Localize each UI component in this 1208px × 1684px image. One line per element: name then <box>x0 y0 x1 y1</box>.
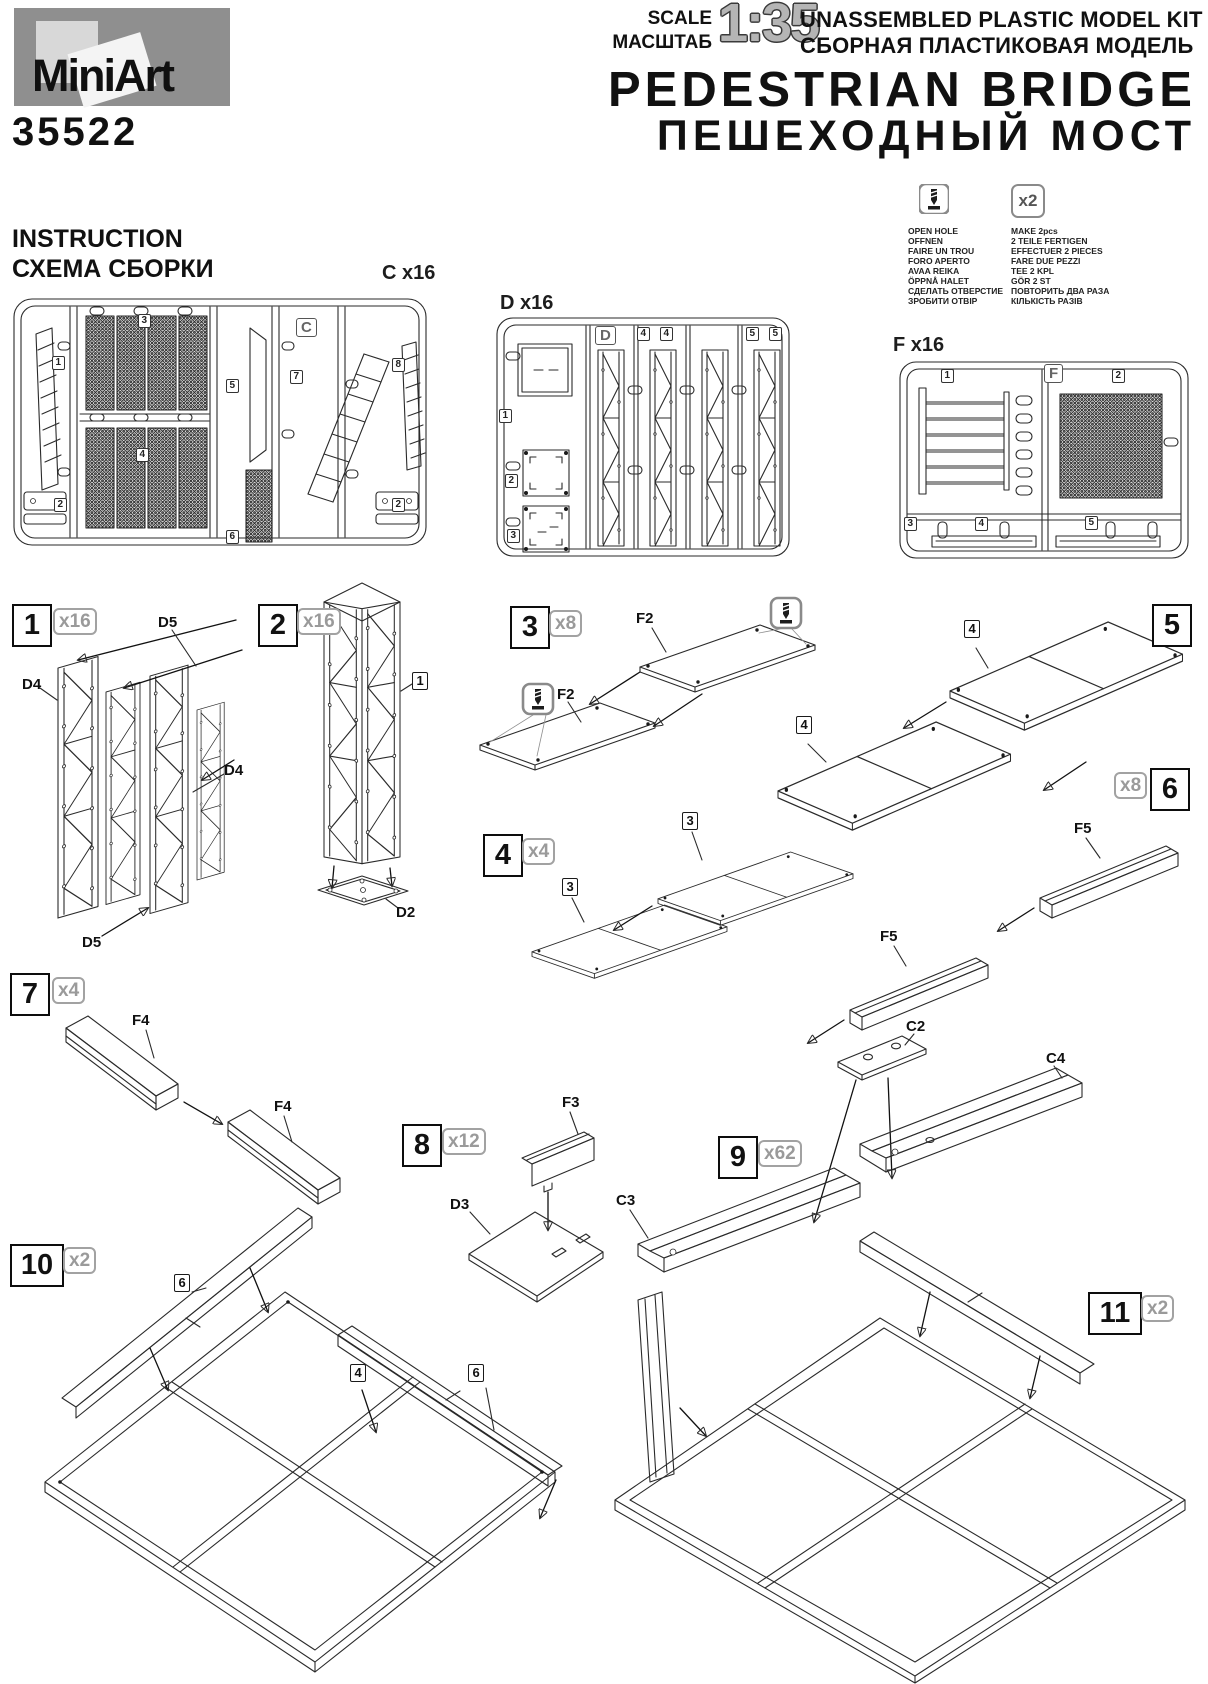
subassembly-tag: 3 <box>682 812 698 830</box>
step-number-text: 8 <box>413 1129 431 1161</box>
sprue-f-letter-tag: F <box>1044 364 1063 383</box>
instruction-heading-ru: СХЕМА СБОРКИ <box>12 255 214 283</box>
step-2-qty: x16 <box>297 608 341 635</box>
x2-icon <box>1011 184 1045 218</box>
sprue-f-part-tag: 5 <box>1085 516 1098 530</box>
subassembly-tag: 3 <box>562 878 578 896</box>
step-11-qty: x2 <box>1141 1295 1174 1322</box>
sprue-d-part-tag: 2 <box>505 474 518 488</box>
step-9-qty: x62 <box>758 1140 802 1167</box>
sprue-c-part-tag: 7 <box>290 370 303 384</box>
sprue-f-part-tag: 3 <box>904 517 917 531</box>
step-number-text: 2 <box>269 609 287 641</box>
sprue-d-drawing <box>497 318 789 556</box>
part-label-d5: D5 <box>82 934 102 951</box>
step-9-drawing <box>630 1034 1082 1272</box>
sprue-c-part-tag: 4 <box>136 448 149 462</box>
legend-line: 2 TEILE FERTIGEN <box>1011 236 1088 246</box>
step-7-qty: x4 <box>52 977 85 1004</box>
step-10-qty: x2 <box>63 1247 96 1274</box>
kit-type-en: UNASSEMBLED PLASTIC MODEL KIT <box>800 7 1203 32</box>
sprue-c-part-tag: 3 <box>138 314 151 328</box>
part-label-d4: D4 <box>22 676 42 693</box>
step-number-text: 3 <box>521 611 539 643</box>
subassembly-tag: 4 <box>350 1364 366 1382</box>
legend-line: СДЕЛАТЬ ОТВЕРСТИЕ <box>908 286 1004 296</box>
subassembly-tag: 6 <box>174 1274 190 1292</box>
legend-line: MAKE 2pcs <box>1011 226 1058 236</box>
sprue-d-part-tag: 3 <box>507 529 520 543</box>
kit-title-en: PEDESTRIAN BRIDGE <box>607 63 1196 117</box>
sprue-c-part-tag: 5 <box>226 379 239 393</box>
step-6-qty: x8 <box>1114 772 1147 799</box>
step-10-drawing <box>45 1208 562 1672</box>
sprue-f-part-tag: 4 <box>975 517 988 531</box>
sprue-c-part-tag: 1 <box>52 356 65 370</box>
scale-label-en: SCALE <box>647 8 712 29</box>
step-4-number <box>483 834 523 877</box>
step-number-text: 9 <box>729 1141 747 1173</box>
step-7-drawing <box>66 1016 340 1204</box>
step-8-number <box>402 1124 442 1167</box>
subassembly-tag: 6 <box>468 1364 484 1382</box>
sprue-c-label: C x16 <box>382 262 436 284</box>
legend-open-hole-text <box>908 226 1003 306</box>
kit-type-ru: СБОРНАЯ ПЛАСТИКОВАЯ МОДЕЛЬ <box>800 33 1194 58</box>
legend-line: OFFNEN <box>908 236 943 246</box>
step-8-drawing <box>469 1112 603 1302</box>
step-2-number <box>258 604 298 647</box>
step-number-text: 5 <box>1163 609 1181 641</box>
instruction-heading-en: INSTRUCTION <box>12 225 183 253</box>
sprue-f-label: F x16 <box>893 334 945 356</box>
step-4-drawing <box>532 832 853 978</box>
legend-line: AVAA REIKA <box>908 266 960 276</box>
legend-line: FAIRE UN TROU <box>908 246 975 256</box>
part-label-f5: F5 <box>1074 820 1092 837</box>
part-label-f4: F4 <box>132 1012 150 1029</box>
legend-line: TEE 2 KPL <box>1011 266 1054 276</box>
instruction-heading <box>12 224 214 284</box>
drill-icon <box>523 684 553 714</box>
step-number-text: 11 <box>1099 1297 1131 1329</box>
legend-line: FORO APERTO <box>908 256 970 266</box>
legend-line: ПОВТОРИТЬ ДВА РАЗА <box>1011 286 1110 296</box>
part-label-d4: D4 <box>224 762 244 779</box>
step-number-text: 7 <box>21 978 39 1010</box>
step-6-number <box>1150 768 1190 811</box>
sprue-d-part-tag: 4 <box>637 327 650 341</box>
legend-line: ЗРОБИТИ ОТВІР <box>908 296 978 306</box>
part-label-f2: F2 <box>557 686 575 703</box>
sprue-d-part-tag: 4 <box>660 327 673 341</box>
step-number-text: 4 <box>494 839 512 871</box>
part-label-d5: D5 <box>158 614 178 631</box>
step-6-drawing <box>808 838 1178 1043</box>
legend-line: GÖR 2 ST <box>1011 276 1051 286</box>
drill-icon <box>771 598 801 628</box>
step-1-drawing <box>40 620 242 936</box>
step-4-qty: x4 <box>522 838 555 865</box>
kit-type <box>800 7 1203 59</box>
part-label-f4: F4 <box>274 1098 292 1115</box>
sprue-c-part-tag: 6 <box>226 530 239 544</box>
kit-number: 35522 <box>12 110 139 154</box>
sprue-c-part-tag: 2 <box>392 498 405 512</box>
legend-line: FARE DUE PEZZI <box>1011 256 1081 266</box>
brand-name: MiniArt <box>32 50 173 101</box>
part-label-c4: C4 <box>1046 1050 1066 1067</box>
part-label-f5: F5 <box>880 928 898 945</box>
part-label-d3: D3 <box>450 1196 470 1213</box>
legend-line: OPEN HOLE <box>908 226 959 236</box>
sprue-c-drawing <box>14 299 426 545</box>
part-label-f3: F3 <box>562 1094 580 1111</box>
step-1-number <box>12 604 52 647</box>
sprue-d-label: D x16 <box>500 292 554 314</box>
legend-line: EFFECTUER 2 PIECES <box>1011 246 1103 256</box>
scale-value: 1:35 <box>718 0 819 53</box>
step-7-number <box>10 973 50 1016</box>
sprue-d-part-tag: 5 <box>746 327 759 341</box>
step-10-number <box>10 1244 64 1287</box>
sprue-c-letter-tag: C <box>296 318 317 337</box>
step-11-number <box>1088 1292 1142 1335</box>
legend <box>905 184 1205 310</box>
step-8-qty: x12 <box>442 1128 486 1155</box>
scale-label-ru: МАСШТАБ <box>612 32 712 53</box>
subassembly-tag: 4 <box>796 716 812 734</box>
sprue-d-part-tag: 5 <box>769 327 782 341</box>
legend-make-pcs-text <box>1011 226 1109 306</box>
sprue-f-drawing <box>900 362 1188 558</box>
sprue-d-part-tag: 1 <box>499 409 512 423</box>
drill-icon <box>919 184 949 214</box>
legend-line: ÖPPNÅ HALET <box>908 276 969 286</box>
sprue-c-part-tag: 8 <box>392 358 405 372</box>
legend-line: КІЛЬКІСТЬ РАЗІВ <box>1011 296 1083 306</box>
sprue-c-part-tag: 2 <box>54 498 67 512</box>
brand-logo <box>14 8 230 106</box>
step-9-number <box>718 1136 758 1179</box>
step-number-text: 6 <box>1161 773 1179 805</box>
subassembly-tag: 4 <box>964 620 980 638</box>
x2-icon-label: x2 <box>1018 191 1038 210</box>
part-label-c2: C2 <box>906 1018 926 1035</box>
step-number-text: 1 <box>23 609 41 641</box>
step-5-number <box>1152 604 1192 647</box>
sprue-d-letter-tag: D <box>595 326 616 345</box>
scale-labels <box>586 7 712 55</box>
step-number-text: 10 <box>20 1249 54 1281</box>
part-label-c3: C3 <box>616 1192 636 1209</box>
part-label-f2: F2 <box>636 610 654 627</box>
kit-title-ru: ПЕШЕХОДНЫЙ МОСТ <box>656 112 1196 160</box>
sprue-f-part-tag: 1 <box>941 369 954 383</box>
subassembly-tag: 1 <box>412 672 428 690</box>
step-3-number <box>510 606 550 649</box>
part-label-d2: D2 <box>396 904 416 921</box>
step-3-qty: x8 <box>549 610 582 637</box>
sprue-f-part-tag: 2 <box>1112 369 1125 383</box>
step-1-qty: x16 <box>53 608 97 635</box>
